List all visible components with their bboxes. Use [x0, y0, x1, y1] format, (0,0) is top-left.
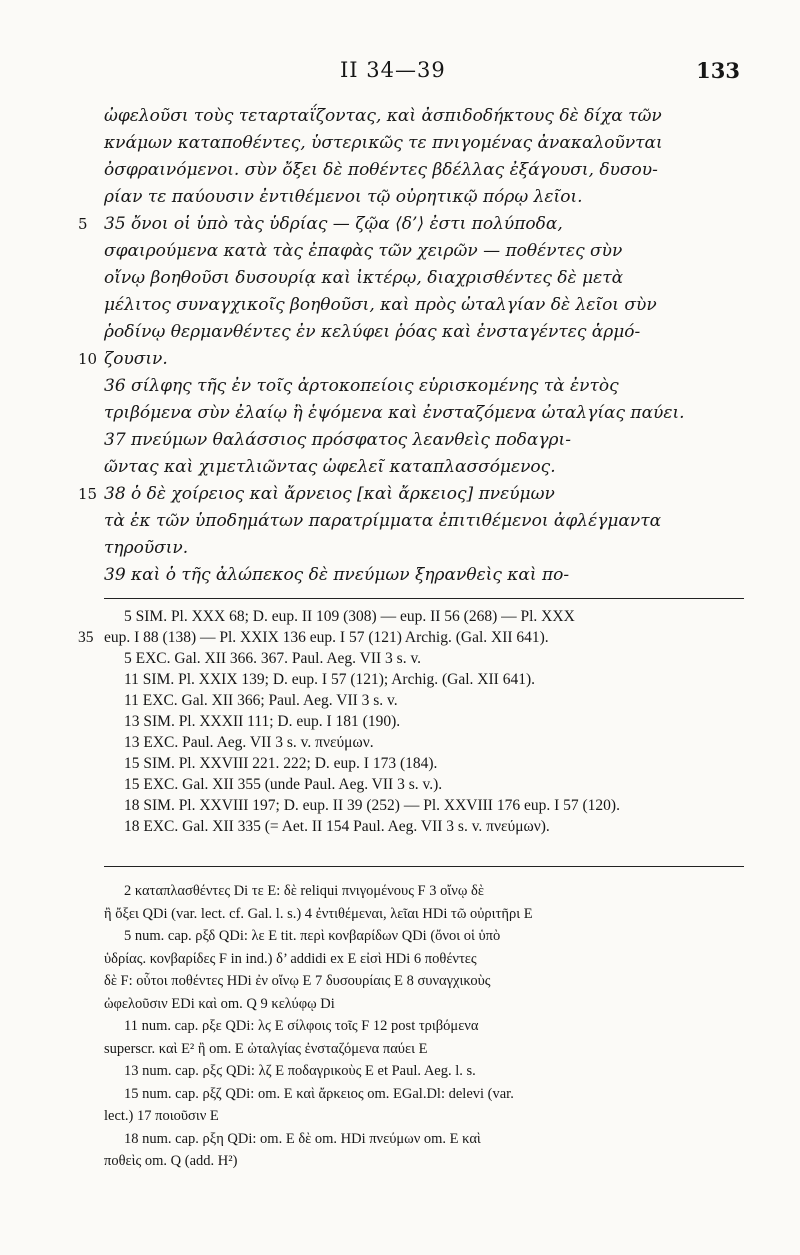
testimonia-text: 18 EXC. Gal. XII 335 (= Aet. II 154 Paul. Aeg. VII 3 s. v. πνεύμων). — [124, 818, 550, 835]
text-line — [104, 130, 744, 157]
apparatus-line — [104, 1150, 754, 1173]
line-text: 36 σίλφης τῆς ἐν τοῖς ἀρτοκοπείοις εὑρισκομένης τὰ ἐντὸς — [104, 376, 619, 396]
apparatus-line — [104, 880, 754, 903]
text-line — [104, 103, 744, 130]
apparatus-line — [104, 993, 754, 1016]
apparatus-text: superscr. καὶ E² ἢ om. E ὠταλγίας ἐνσταζόμενα παύει E — [104, 1040, 428, 1057]
apparatus-line — [104, 970, 754, 993]
testimonia-text: eup. I 88 (138) — Pl. XXIX 136 eup. I 57 (121) Archig. (Gal. XII 641). — [104, 629, 549, 646]
text-line — [104, 292, 744, 319]
testimonia-line — [104, 648, 764, 669]
apparatus-line — [104, 1015, 754, 1038]
testimonia-text: 5 SIM. Pl. XXX 68; D. eup. II 109 (308) — eup. II 56 (268) — Pl. XXX — [124, 608, 575, 625]
testimonia-line — [104, 732, 764, 753]
testimonia-line — [104, 711, 764, 732]
testimonia-line — [104, 690, 764, 711]
main-text — [78, 103, 744, 589]
text-line — [104, 157, 744, 184]
testimonia-rule — [104, 598, 744, 599]
testimonia-line-number: 35 — [78, 629, 94, 646]
line-text: σφαιρούμενα κατὰ τὰς ἐπαφὰς τῶν χειρῶν — ποθέντες σὺν — [104, 241, 623, 261]
apparatus-text: ὑδρίας. κονβαρίδες F in ind.) δ’ addidi ex E εἰσὶ HDi 6 ποθέντες — [104, 950, 477, 967]
apparatus-text: ὠφελοῦσιν EDi καὶ om. Q 9 κελύφῳ Di — [104, 995, 335, 1012]
text-line — [104, 454, 744, 481]
apparatus-text: 18 num. cap. ρξη QDi: om. E δὲ om. HDi πνεύμων om. E καὶ — [124, 1130, 481, 1147]
testimonia-line — [104, 669, 764, 690]
apparatus-line — [104, 948, 754, 971]
line-text: 37 πνεύμων θαλάσσιος πρόσφατος λεανθεὶς ποδαγρι- — [104, 430, 571, 450]
apparatus-text: 13 num. cap. ρξϛ QDi: λζ E ποδαγρικοὺς E et Paul. Aeg. l. s. — [124, 1063, 476, 1079]
page-number: 133 — [696, 58, 740, 83]
testimonia-line — [78, 627, 764, 648]
testimonia-line — [104, 816, 764, 837]
text-line — [104, 427, 744, 454]
line-text: ὀσφραινόμενοι. σὺν ὄξει δὲ ποθέντες βδέλλας ἐξάγουσι, δυσου- — [104, 160, 658, 180]
line-number: 5 — [78, 215, 88, 233]
apparatus-line — [104, 1105, 754, 1128]
testimonia-line — [104, 795, 764, 816]
text-line — [78, 211, 744, 238]
testimonia-text: 15 SIM. Pl. XXVIII 221. 222; D. eup. I 173 (184). — [124, 755, 438, 772]
line-text: ζουσιν. — [104, 349, 168, 369]
text-line — [104, 373, 744, 400]
testimonia-line — [104, 753, 764, 774]
testimonia-text: 13 EXC. Paul. Aeg. VII 3 s. v. πνεύμων. — [124, 734, 374, 751]
testimonia-text: 11 SIM. Pl. XXIX 139; D. eup. I 57 (121); Archig. (Gal. XII 641). — [124, 671, 535, 688]
text-line — [104, 562, 744, 589]
page-header — [0, 58, 800, 88]
line-text: ῶντας καὶ χιμετλιῶντας ὠφελεῖ καταπλασσόμενος. — [104, 457, 556, 477]
testimonia-text: 15 EXC. Gal. XII 355 (unde Paul. Aeg. VII 3 s. v.). — [124, 776, 443, 793]
line-number: 10 — [78, 350, 98, 368]
line-text: κνάμων καταποθέντες, ὑστερικῶς τε πνιγομένας ἀνακαλοῦνται — [104, 133, 663, 153]
text-line — [104, 535, 744, 562]
line-text: οἴνῳ βοηθοῦσι δυσουρίᾳ καὶ ἰκτέρῳ, διαχρισθέντες δὲ μετὰ — [104, 268, 624, 288]
text-line — [104, 400, 744, 427]
apparatus-text: ποθεὶς om. Q (add. H²) — [104, 1153, 238, 1169]
apparatus-text: lect.) 17 ποιοῦσιν E — [104, 1108, 219, 1124]
apparatus-rule — [104, 866, 744, 867]
line-text: 39 καὶ ὁ τῆς ἀλώπεκος δὲ πνεύμων ξηρανθεὶς καὶ πο- — [104, 565, 570, 585]
apparatus-line — [104, 903, 754, 926]
line-text: τὰ ἐκ τῶν ὑποδημάτων παρατρίμματα ἐπιτιθέμενοι ἀφλέγμαντα — [104, 511, 662, 531]
apparatus-line — [104, 1083, 754, 1106]
text-line — [104, 184, 744, 211]
apparatus-text: 5 num. cap. ρξδ QDi: λε E tit. περὶ κονβαρίδων QDi (ὄνοι οἱ ὑπὸ — [124, 928, 501, 944]
line-text: μέλιτος συναγχικοῖς βοηθοῦσι, καὶ πρὸς ὠταλγίαν δὲ λεῖοι σὺν — [104, 295, 657, 315]
apparatus-line — [104, 1128, 754, 1151]
line-text: ὠφελοῦσι τοὺς τεταρταΐζοντας, καὶ ἀσπιδοδήκτους δὲ δίχα τῶν — [104, 106, 662, 126]
text-line — [78, 346, 744, 373]
apparatus-line — [104, 925, 754, 948]
apparatus-text: 11 num. cap. ρξε QDi: λϛ E σίλφοις τοῖς F 12 post τριβόμενα — [124, 1018, 479, 1034]
testimonia — [78, 606, 764, 837]
testimonia-text: 13 SIM. Pl. XXXII 111; D. eup. I 181 (190). — [124, 713, 401, 730]
testimonia-text: 18 SIM. Pl. XXVIII 197; D. eup. II 39 (252) — Pl. XXVIII 176 eup. I 57 (120). — [124, 797, 620, 814]
text-line — [104, 508, 744, 535]
line-text: ρίαν τε παύουσιν ἐντιθέμενοι τῷ οὐρητικῷ πόρῳ λεῖοι. — [104, 187, 583, 207]
apparatus-line — [104, 1060, 754, 1083]
text-line — [104, 319, 744, 346]
line-text: τηροῦσιν. — [104, 538, 189, 558]
line-text: ῥοδίνῳ θερμανθέντες ἐν κελύφει ῥόας καὶ ἐνσταγέντες ἁρμό- — [104, 322, 641, 342]
apparatus-text: ἢ ὄξει QDi (var. lect. cf. Gal. l. s.) 4 ἐντιθέμεναι, λεῖαι HDi τῶ οὐριτῆρι E — [104, 905, 533, 922]
testimonia-text: 11 EXC. Gal. XII 366; Paul. Aeg. VII 3 s. v. — [124, 692, 398, 709]
critical-apparatus — [104, 880, 754, 1173]
testimonia-line — [104, 606, 764, 627]
running-head: II 34—39 — [340, 58, 446, 82]
text-line — [104, 238, 744, 265]
apparatus-text: δὲ F: οὗτοι ποθέντες HDi ἐν οἴνῳ E 7 δυσουρίαις E 8 συναγχικοὺς — [104, 973, 491, 989]
line-text: τριβόμενα σὺν ἐλαίῳ ἢ ἑψόμενα καὶ ἐνσταζόμενα ὠταλγίας παύει. — [104, 403, 685, 423]
testimonia-text: 5 EXC. Gal. XII 366. 367. Paul. Aeg. VII 3 s. v. — [124, 650, 422, 667]
line-number: 15 — [78, 485, 98, 503]
apparatus-text: 2 καταπλασθέντες Di τε E: δὲ reliqui πνιγομένους F 3 οἴνῳ δὲ — [124, 883, 484, 899]
testimonia-line — [104, 774, 764, 795]
apparatus-text: 15 num. cap. ρξζ QDi: om. E καὶ ἄρκειος om. EGal.Dl: delevi (var. — [124, 1085, 514, 1102]
line-text: 38 ὁ δὲ χοίρειος καὶ ἄρνειος [καὶ ἄρκειος] πνεύμων — [104, 484, 555, 504]
line-text: 35 ὄνοι οἱ ὑπὸ τὰς ὑδρίας — ζῷα ⟨δ’⟩ ἐστι πολύποδα, — [104, 214, 563, 234]
text-line — [78, 481, 744, 508]
text-line — [104, 265, 744, 292]
apparatus-line — [104, 1038, 754, 1061]
